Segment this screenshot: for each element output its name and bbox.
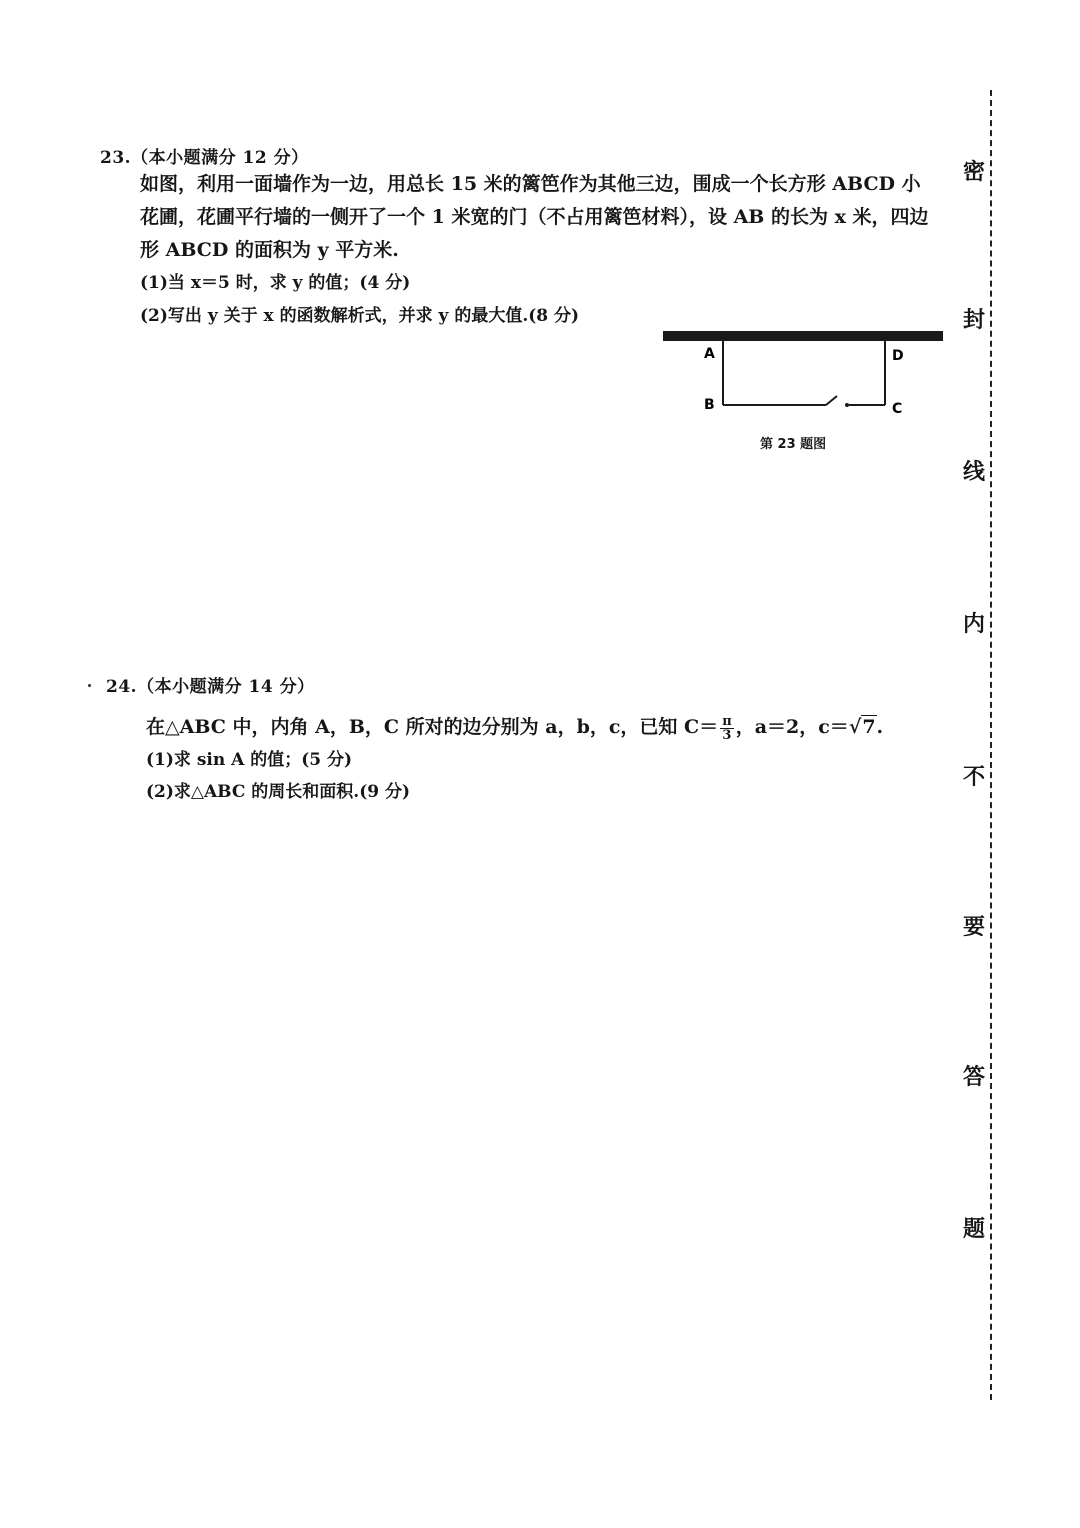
question-24-stem <box>146 711 951 744</box>
question-23-stem-line-3: 形 ABCD 的面积为 y 平方米. <box>140 239 399 261</box>
sqrt-radicand: 7 <box>862 716 876 738</box>
scan-speck <box>88 684 91 687</box>
seal-char: 答 <box>962 1065 985 1090</box>
seal-char: 不 <box>962 765 985 790</box>
question-24 <box>106 672 951 808</box>
sqrt-seven <box>849 711 877 744</box>
fraction-numerator: π <box>722 713 732 729</box>
question-23-part-1: (1)当 x＝5 时，求 y 的值；(4 分) <box>140 273 411 293</box>
seal-char: 线 <box>962 460 985 485</box>
question-24-stem-prefix: 在△ABC 中，内角 A，B，C 所对的边分别为 a，b，c，已知 C＝ <box>146 716 719 738</box>
gate-hinge <box>845 403 849 407</box>
question-24-header: 24.（本小题满分 14 分） <box>106 677 315 697</box>
figure-23-caption: 第 23 题图 <box>760 437 827 452</box>
angle-c-fraction <box>720 715 734 742</box>
question-24-stem-mid: ，a＝2，c＝ <box>735 716 849 738</box>
gate-leaf <box>826 396 837 405</box>
seal-char: 内 <box>962 612 985 637</box>
seal-char: 要 <box>962 915 985 940</box>
point-a-label: A <box>704 346 715 362</box>
point-d-label: D <box>892 348 904 364</box>
question-24-stem-end: . <box>876 716 884 738</box>
seal-char: 封 <box>962 308 985 333</box>
question-24-part-1: (1)求 sin A 的值；(5 分) <box>146 750 353 770</box>
question-24-part-2: (2)求△ABC 的周长和面积.(9 分) <box>146 782 411 802</box>
question-23 <box>100 143 945 333</box>
question-23-body <box>100 168 945 333</box>
point-c-label: C <box>892 401 903 417</box>
seal-char: 题 <box>962 1217 985 1242</box>
seal-dashed-line <box>990 90 992 1400</box>
question-23-part-2: (2)写出 y 关于 x 的函数解析式，并求 y 的最大值.(8 分) <box>140 306 580 326</box>
question-23-stem-line-2: 花圃，花圃平行墙的一侧开了一个 1 米宽的门（不占用篱笆材料），设 AB 的长为 x 米，四边 <box>140 206 929 228</box>
seal-char: 密 <box>962 160 985 185</box>
question-23-header: 23.（本小题满分 12 分） <box>100 148 309 168</box>
fraction-denominator: 3 <box>722 727 732 743</box>
point-b-label: B <box>704 397 715 413</box>
sqrt-sign: √ <box>848 716 862 738</box>
question-23-stem-line-1: 如图，利用一面墙作为一边，用总长 15 米的篱笆作为其他三边，围成一个长方形 ABCD 小 <box>140 173 921 195</box>
wall <box>663 331 943 341</box>
question-24-body <box>106 711 951 808</box>
